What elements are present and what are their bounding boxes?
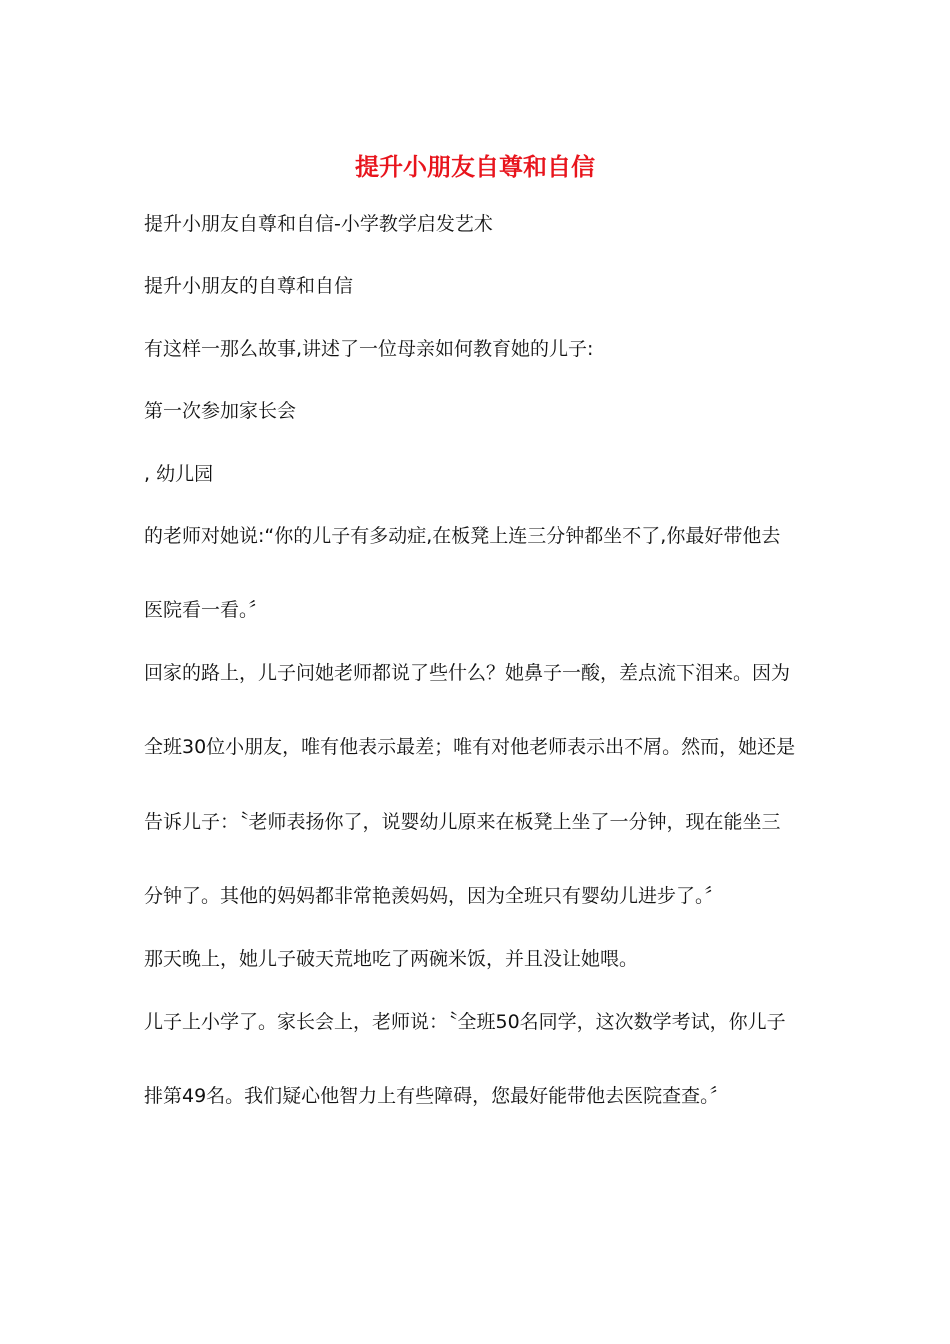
- paragraph-line: 回家的路上，儿子问她老师都说了些什么？她鼻子一酸，差点流下泪来。因为: [144, 662, 791, 684]
- paragraph-line: 全班30位小朋友，唯有他表示最差；唯有对他老师表示出不屑。然而，她还是: [144, 736, 796, 758]
- paragraph-line: 排第49名。我们疑心他智力上有些障碍，您最好能带他去医院查查。〞: [144, 1085, 729, 1107]
- paragraph-line: 分钟了。其他的妈妈都非常艳羡妈妈，因为全班只有婴幼儿进步了。〞: [144, 885, 724, 907]
- paragraph-line: 第一次参加家长会: [144, 400, 297, 422]
- paragraph-line: 提升小朋友自尊和自信-小学教学启发艺术: [144, 213, 493, 235]
- paragraph-line: , 幼儿园: [144, 463, 214, 485]
- paragraph-line: 那天晚上，她儿子破天荒地吃了两碗米饭，并且没让她喂。: [144, 948, 639, 970]
- paragraph-line: 儿子上小学了。家长会上，老师说：〝全班50名同学，这次数学考试，你儿子: [144, 1011, 786, 1033]
- paragraph-line: 告诉儿子：〝老师表扬你了，说婴幼儿原来在板凳上坐了一分钟，现在能坐三: [144, 811, 781, 833]
- paragraph-line: 医院看一看。〞: [144, 599, 268, 621]
- document-title: 提升小朋友自尊和自信: [355, 152, 595, 181]
- paragraph-line: 有这样一那么故事,讲述了一位母亲如何教育她的儿子:: [144, 338, 594, 360]
- paragraph-line: 提升小朋友的自尊和自信: [144, 275, 354, 297]
- paragraph-line: 的老师对她说:“你的儿子有多动症,在板凳上连三分钟都坐不了,你最好带他去: [144, 525, 781, 547]
